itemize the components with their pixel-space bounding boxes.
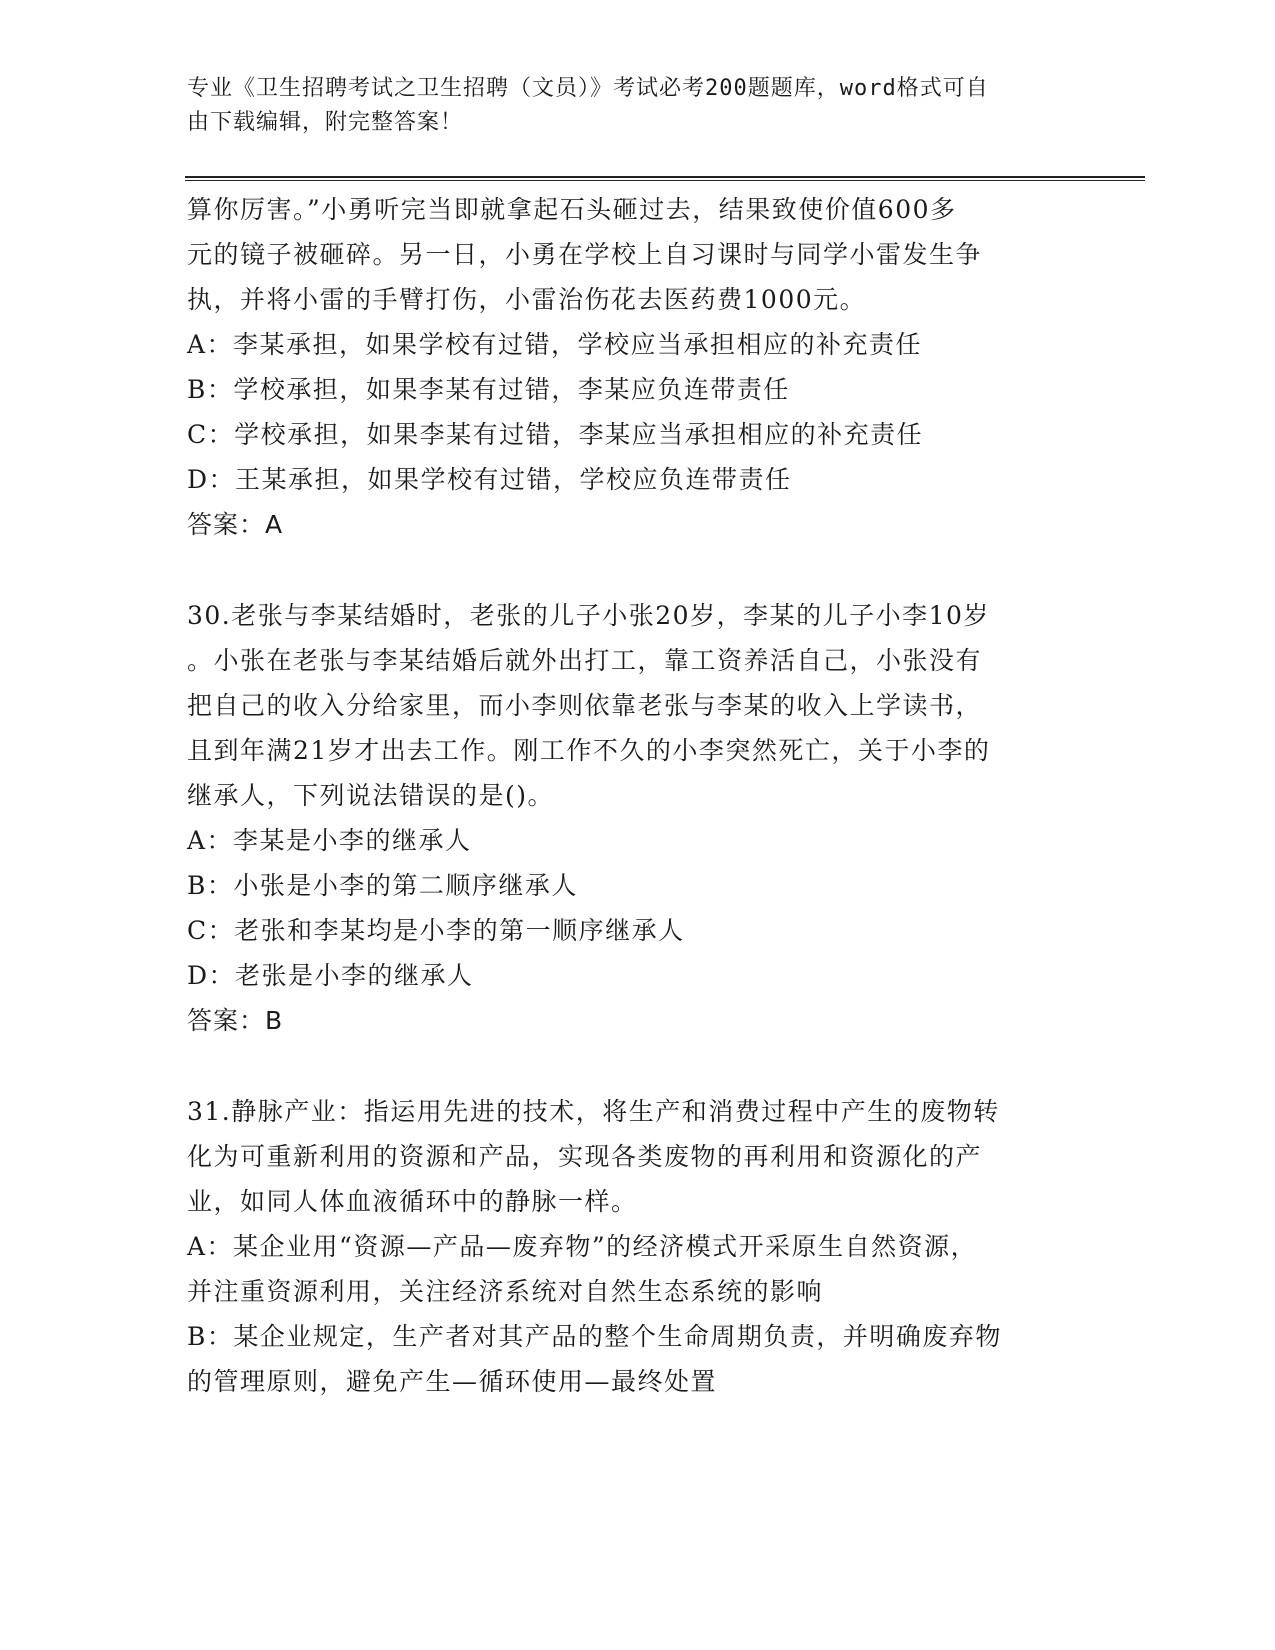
document-body bbox=[187, 187, 1067, 1404]
question-text-line: 算你厉害。”小勇听完当即就拿起石头砸过去，结果致使价值600多 bbox=[187, 195, 957, 224]
question-text-line: 元的镜子被砸碎。另一日，小勇在学校上自习课时与同学小雷发生争 bbox=[187, 240, 983, 269]
question-text-line: 把自己的收入分给家里，而小李则依靠老张与李某的收入上学读书， bbox=[187, 691, 983, 720]
question-29 bbox=[187, 187, 1067, 547]
option-a-continued: 并注重资源利用，关注经济系统对自然生态系统的影响 bbox=[187, 1277, 824, 1306]
question-text-line: 且到年满21岁才出去工作。刚工作不久的小李突然死亡，关于小李的 bbox=[187, 736, 991, 765]
option-b: B：学校承担，如果李某有过错，李某应负连带责任 bbox=[187, 375, 790, 404]
answer-line: 答案：B bbox=[187, 1006, 284, 1035]
question-text-line: 继承人，下列说法错误的是()。 bbox=[187, 781, 555, 810]
page-header bbox=[187, 72, 1067, 140]
option-b: B：小张是小李的第二顺序继承人 bbox=[187, 871, 578, 900]
answer-line: 答案：A bbox=[187, 510, 284, 539]
question-31 bbox=[187, 1089, 1067, 1404]
header-divider bbox=[185, 176, 1145, 181]
option-c: C：老张和李某均是小李的第一顺序继承人 bbox=[187, 916, 685, 945]
option-a: A：李某是小李的继承人 bbox=[187, 826, 472, 855]
question-text-line: 业，如同人体血液循环中的静脉一样。 bbox=[187, 1187, 638, 1216]
option-d: D：老张是小李的继承人 bbox=[187, 961, 474, 990]
question-text-line: 30.老张与李某结婚时，老张的儿子小张20岁，李某的儿子小李10岁 bbox=[187, 601, 990, 630]
question-text-line: 执，并将小雷的手臂打伤，小雷治伤花去医药费1000元。 bbox=[187, 285, 867, 314]
option-b: B：某企业规定，生产者对其产品的整个生命周期负责，并明确废弃物 bbox=[187, 1322, 1002, 1351]
option-a: A：某企业用“资源—产品—废弃物”的经济模式开采原生自然资源， bbox=[187, 1232, 978, 1261]
question-text-line: 31.静脉产业：指运用先进的技术，将生产和消费过程中产生的废物转 bbox=[187, 1097, 1000, 1126]
option-b-continued: 的管理原则，避免产生—循环使用—最终处置 bbox=[187, 1367, 718, 1396]
question-text-line: 。小张在老张与李某结婚后就外出打工，靠工资养活自己，小张没有 bbox=[187, 646, 983, 675]
option-d: D：王某承担，如果学校有过错，学校应负连带责任 bbox=[187, 465, 792, 494]
spacer bbox=[187, 547, 1067, 593]
header-line-2: 由下载编辑，附完整答案！ bbox=[187, 110, 464, 135]
header-line-1: 专业《卫生招聘考试之卫生招聘（文员）》考试必考200题题库，word格式可自 bbox=[187, 76, 989, 101]
question-text-line: 化为可重新利用的资源和产品，实现各类废物的再利用和资源化的产 bbox=[187, 1142, 983, 1171]
option-a: A：李某承担，如果学校有过错，学校应当承担相应的补充责任 bbox=[187, 330, 923, 359]
spacer bbox=[187, 1043, 1067, 1089]
question-30 bbox=[187, 593, 1067, 1043]
option-c: C：学校承担，如果李某有过错，李某应当承担相应的补充责任 bbox=[187, 420, 924, 449]
